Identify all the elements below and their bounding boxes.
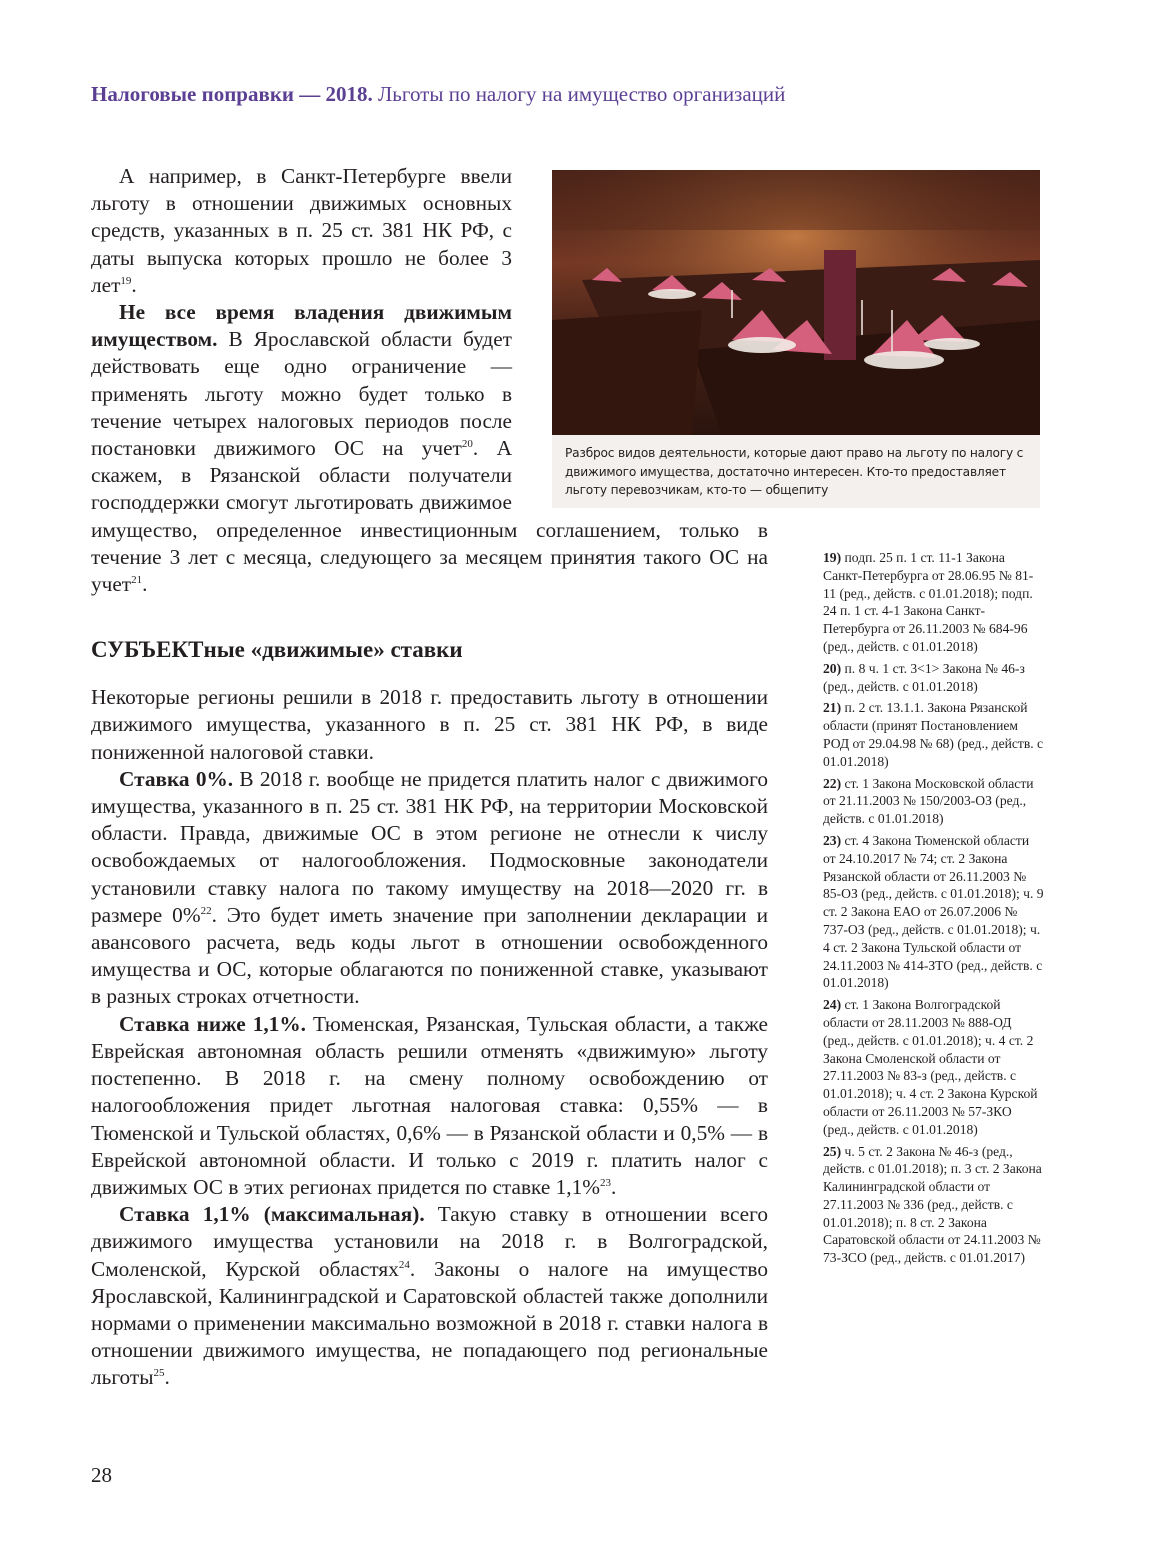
p2-lead: Не все время владения движимым имуществом. [91,300,512,352]
p6-text1: Такую ставку в отношении всего движимого имущества установили на 2018 г. в Волгоградской, Смоленской, Курской областях [91,1202,768,1281]
footnote-ref-24: 24 [398,1258,410,1271]
section-heading: СУБЪЕКТные «движимые» ставки [91,637,463,663]
footnote-ref-23: 23 [599,1176,611,1189]
footnote-number: 21) [823,700,842,716]
p6-end: . [164,1365,170,1390]
footnote-ref-19: 19 [120,274,132,287]
footnote-19 [823,549,1045,656]
footnote-20 [823,660,1045,696]
figure [512,170,1040,508]
footnote-text: ст. 4 Закона Тюменской области от 24.10.2017 № 74; ст. 2 Закона Рязанской области от 26.11.2003 № 85-ОЗ (ред., действ. с 01.01.2018); ч. 9 ст. 2 Закона ЕАО от 26.07.2006 № 737-ОЗ (ред., действ. с 01.01.2018); ч. 4 ст. 2 Закона Тульской области от 24.11.2003 № 414-ЗТО (ред., действ. с 01.01.2018) [823,832,1044,991]
paragraph-6 [91,1201,768,1391]
p6-lead: Ставка 1,1% (максимальная). [119,1202,425,1227]
p2-text1: В Ярославской области будет действовать еще одно ограничение — применять льготу можно будет только в течение четырех налоговых периодов после постановки движимого ОС на учет [91,327,512,461]
footnote-number: 22) [823,775,842,791]
p3-text: Некоторые регионы решили в 2018 г. предоставить льготу в отношении движимого имущества, указанного в п. 25 ст. 381 НК РФ, в виде пониженной налоговой ставки. [91,685,768,764]
header-bold: Налоговые поправки — 2018. [91,82,373,106]
paragraph-5 [91,1011,768,1201]
footnote-number: 19) [823,550,842,565]
p1-text: А например, в Санкт-Петербурге ввели льготу в отношении движимых основных средств, указанных в п. 25 ст. 381 НК РФ, с даты выпуска которых прошло не более 3 лет [91,164,512,297]
footnote-text: ст. 1 Закона Московской области от 21.11.2003 № 150/2003-ОЗ (ред., действ. с 01.01.2018) [823,775,1034,827]
p4-lead: Ставка 0%. [119,766,234,791]
footnote-text: ст. 1 Закона Волгоградской области от 28.11.2003 № 888-ОД (ред., действ. с 01.01.2018); ч. 4 ст. 2 Закона Смоленской области от 27.11.2003 № 83-з (ред., действ. с 01.01.2018); ч. 4 ст. 2 Закона Курской области от 26.11.2003 № 57-ЗКО (ред., действ. с 01.01.2018) [823,997,1038,1137]
p4-text2: . Это будет иметь значение при заполнении декларации и авансового расчета, ведь коды льгот в отношении освобожденного имущества и ОС, которые облагаются по пониженной ставке, указывают в разных строках отчетности. [91,902,768,1009]
p5-text1: Тюменская, Рязанская, Тульская области, а также Еврейская автономная область решили отменять «движимую» льготу постепенно. В 2018 г. на смену полному освобождению от налогообложения придет льготная налоговая ставка: 0,55% — в Тюменской и Тульской областях, 0,6% — в Рязанской области и 0,5% — в Еврейской автономной области. И только с 2019 г. платить налог с движимых ОС в этих регионах придется по ставке 1,1% [91,1011,768,1199]
footnote-number: 20) [823,660,842,676]
p4-text1: В 2018 г. вообще не придется платить налог с движимого имущества, указанного в п. 25 ст. 381 НК РФ, на территории Московской области. Правда, движимые ОС в этом регионе не отнесли к числу освобождаемых от налогообложения. Подмосковные законодатели установили ставку налога по такому имуществу на 2018—2020 гг. в размере 0% [91,766,768,927]
p5-lead: Ставка ниже 1,1%. [119,1011,306,1036]
running-header [91,82,785,107]
p1-end: . [131,272,137,297]
footnote-number: 24) [823,997,842,1013]
footnote-number: 25) [823,1143,842,1159]
header-rest: Льготы по налогу на имущество организаций [372,82,786,106]
footnote-text: п. 2 ст. 13.1.1. Закона Рязанской области (принят Постановлением РОД от 29.04.98 № 68) (ред., действ. с 01.01.2018) [823,700,1044,769]
p2-text2: . А скажем, в Рязанской области получатели господдержки смогут льготировать движимое имущество, определенное инвестиционным соглашением, только в течение 3 лет с месяца, следующего за месяцем принятия такого ОС на учет [91,436,768,597]
footnotes [823,549,1045,1271]
footnote-25 [823,1143,1045,1268]
p6-text2: . Законы о налоге на имущество Ярославской, Калининградской и Саратовской областей также дополнили нормами о применении максимально возможной в 2018 г. ставки налога в отношении движимого имущества, не попадающего под региональные льготы [91,1256,768,1390]
page-number: 28 [91,1463,112,1487]
footnote-22 [823,775,1045,828]
footnote-text: подп. 25 п. 1 ст. 11-1 Закона Санкт-Петербурга от 28.06.95 № 81-11 (ред., действ. с 01.01.2018); подп. 24 п. 1 ст. 4-1 Закона Санкт-Петербурга от 26.11.2003 № 684-96 (ред., действ. с 01.01.2018) [823,550,1034,654]
footnote-21 [823,699,1045,770]
footnote-number: 23) [823,832,842,848]
figure-caption: Разброс видов деятельности, которые дают право на льготу по налогу с движимого имущества, достаточно интересен. Кто-то предоставляет льготу перевозчикам, кто-то — общепиту [552,435,1040,508]
footnote-24 [823,996,1045,1138]
footnote-text: п. 8 ч. 1 ст. 3<1> Закона № 46-з (ред., действ. с 01.01.2018) [823,660,1025,694]
paragraph-3 [91,684,768,766]
footnote-ref-22: 22 [200,904,212,917]
p5-end: . [610,1174,617,1199]
footnote-ref-25: 25 [153,1367,165,1380]
footnote-ref-21: 21 [131,573,143,586]
paragraph-4 [91,766,768,1011]
footnote-23 [823,832,1045,992]
footnote-text: ч. 5 ст. 2 Закона № 46-з (ред., действ. с 01.01.2018); п. 3 ст. 2 Закона Калининградской области от 27.11.2003 № 336 (ред., действ. с 01.01.2018); п. 8 ст. 2 Закона Саратовской области от 24.11.2003 № 73-ЗСО (ред., действ. с 01.01.2017) [823,1143,1042,1266]
p2-end: . [142,572,148,597]
restaurant-image [552,170,1040,435]
footnote-ref-20: 20 [461,437,473,450]
restaurant-photo [552,170,1040,435]
